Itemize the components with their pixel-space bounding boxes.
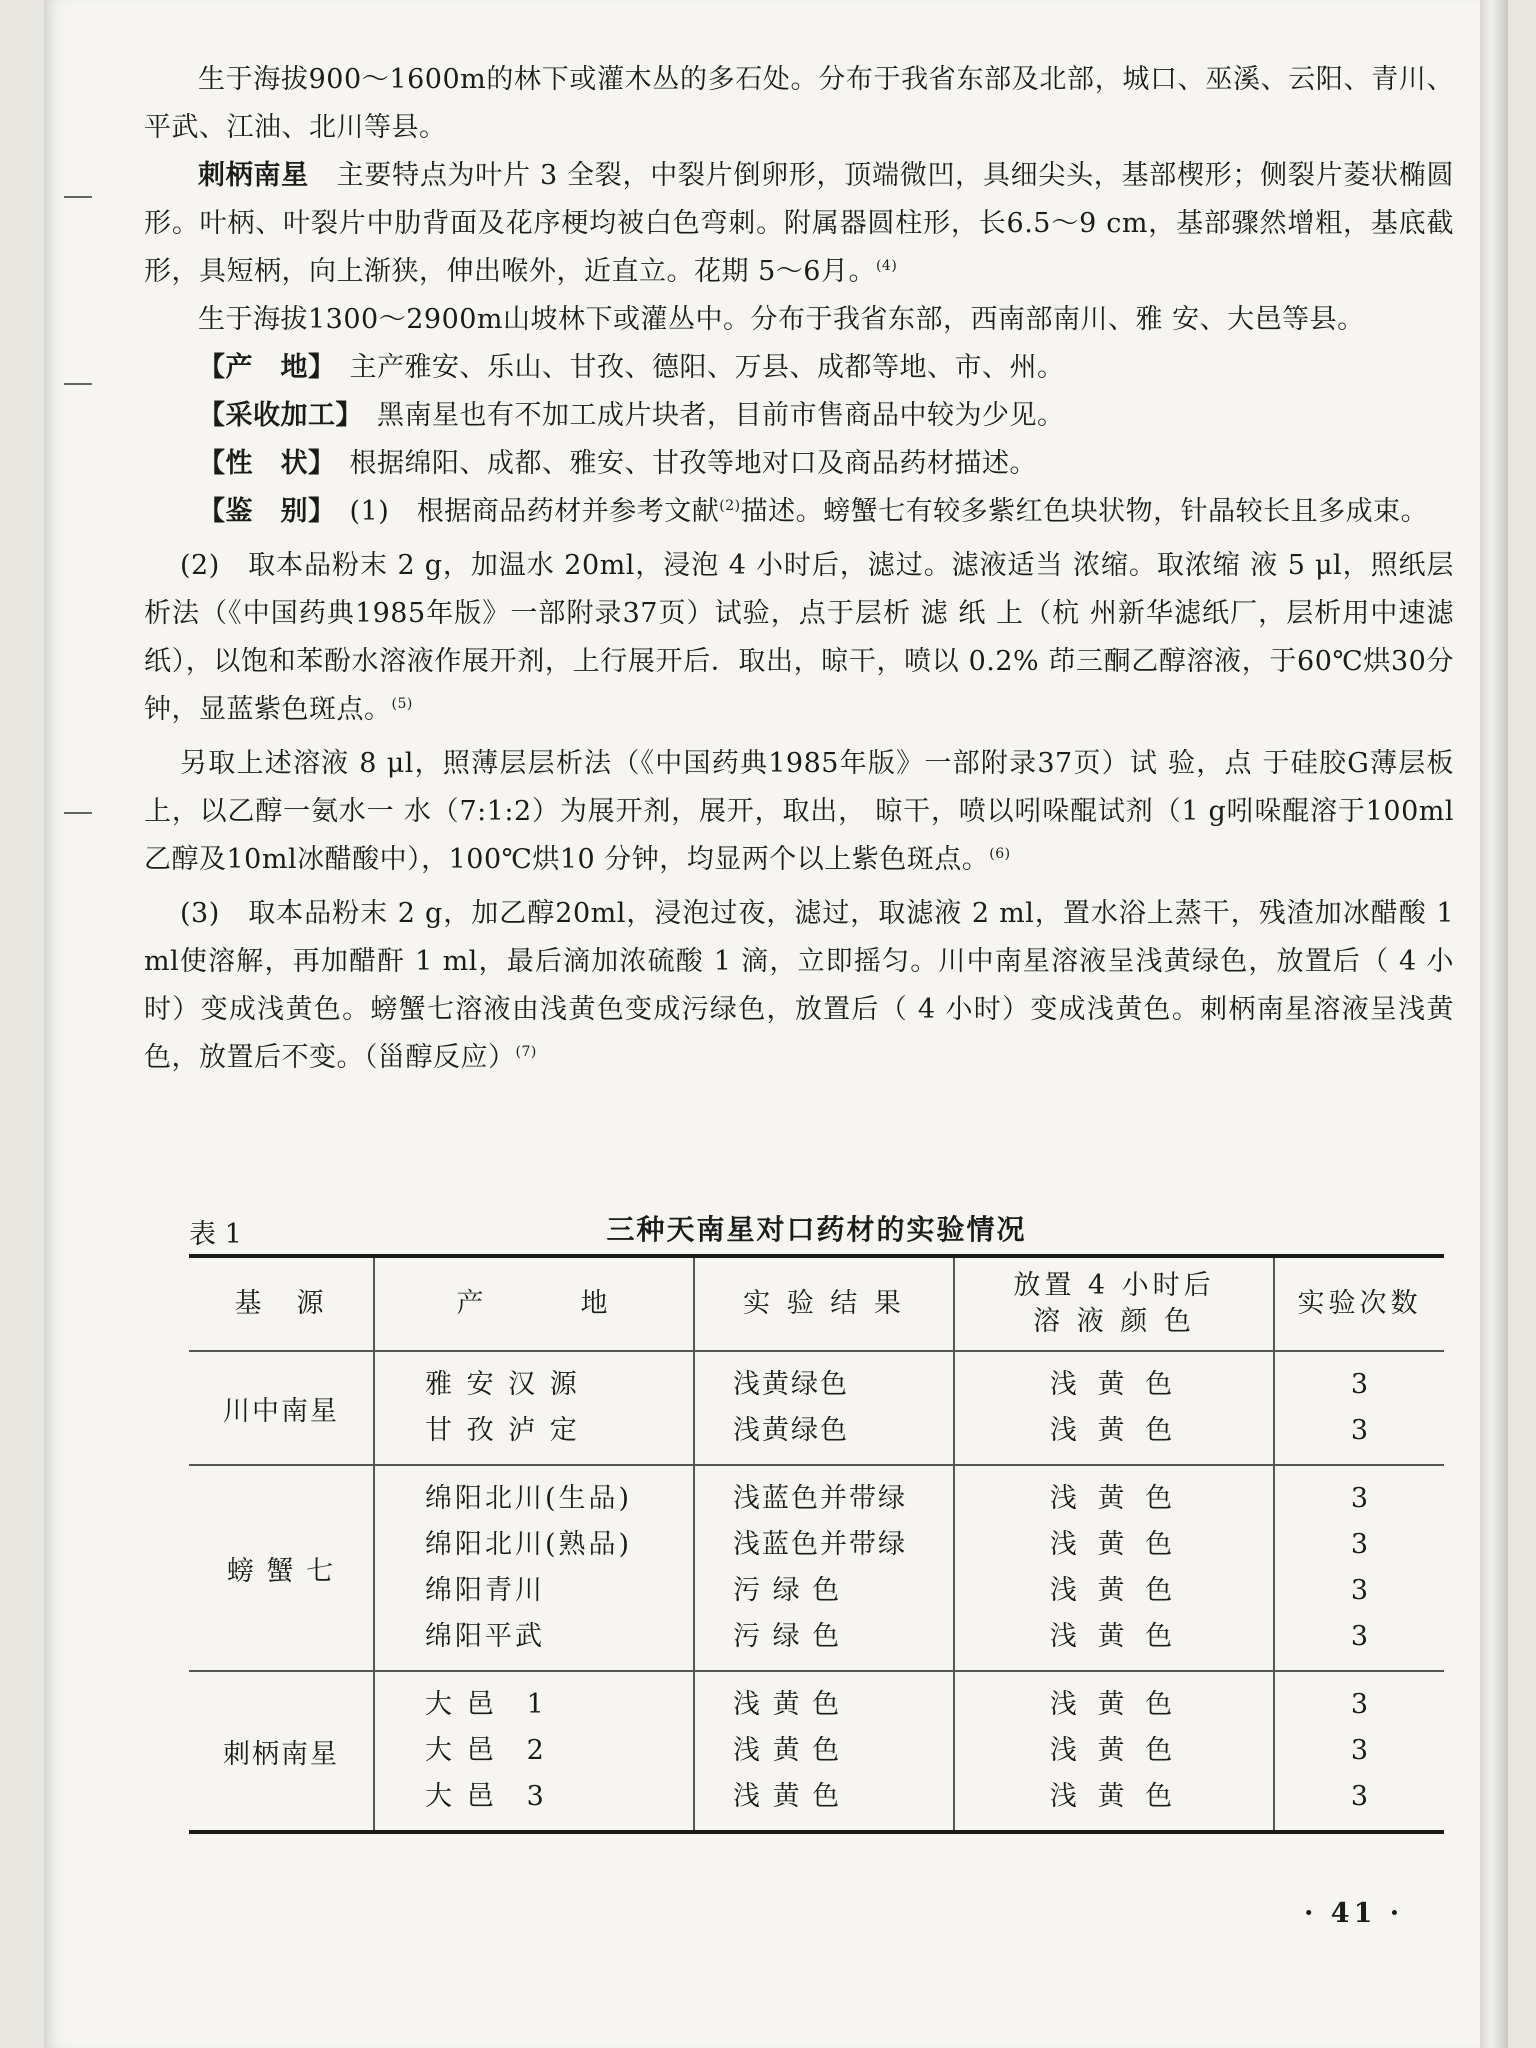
paragraph — [144, 890, 1454, 1082]
paragraph — [144, 740, 1454, 884]
table-section — [189, 1198, 1444, 1834]
result-cell-line: 污 绿 色 — [733, 1621, 842, 1652]
count-cell-line: 3 — [1350, 1483, 1369, 1514]
section-text: 主产雅安、乐山、甘孜、德阳、万县、成都等地、市、州。 — [349, 352, 1065, 383]
color-cell-line: 浅 黄 色 — [1049, 1369, 1179, 1400]
section-text: (1) 根据商品药材并参考文献 — [349, 496, 720, 527]
paragraph-text: 另取上述溶液 8 μl，照薄层层析法（《中国药典1985年版》一部附录37页）试 验，点 于硅胶G薄层板上，以乙醇一氨水一 水（7:1:2）为展开剂，展开，取出， 晾干，喷以吲哚醌试剂（1 g吲哚醌溶于100ml乙醇及10ml冰醋酸中），100℃烘10 分钟，均显两个以上紫色斑点。 — [144, 748, 1454, 875]
results-table — [189, 1254, 1444, 1834]
binding-mark — [64, 383, 92, 385]
result-cell-line: 污 绿 色 — [733, 1575, 842, 1606]
section-origin — [144, 344, 1454, 392]
place-cell — [374, 1465, 694, 1671]
count-cell-line: 3 — [1350, 1415, 1369, 1446]
place-cell-line: 甘 孜 泸 定 — [425, 1415, 580, 1446]
table-label: 表 1 — [189, 1219, 242, 1250]
section-text: 描述。螃蟹七有较多紫红色块状物，针晶较长且多成束。 — [740, 496, 1429, 527]
count-cell-line: 3 — [1350, 1735, 1369, 1766]
count-cell-line: 3 — [1350, 1529, 1369, 1560]
section-processing — [144, 392, 1454, 440]
page-number: · 41 · — [1304, 1898, 1404, 1929]
section-heading: 【采收加工】 — [198, 400, 350, 431]
color-cell — [954, 1671, 1274, 1832]
section-heading: 【性 状】 — [198, 448, 322, 479]
table-header-row — [189, 1256, 1444, 1351]
result-cell-line: 浅 黄 色 — [733, 1781, 842, 1812]
color-cell-line: 浅 黄 色 — [1049, 1689, 1179, 1720]
table-caption — [189, 1198, 1444, 1254]
section-heading: 【产 地】 — [198, 352, 322, 383]
table-title: 三种天南星对口药材的实验情况 — [606, 1213, 1027, 1246]
header-color-line: 放置 4 小时后 — [1013, 1270, 1215, 1301]
header-count: 实验次数 — [1274, 1256, 1444, 1351]
header-color — [954, 1256, 1274, 1351]
result-cell-line: 浅 黄 色 — [733, 1689, 842, 1720]
result-cell-line: 浅黄绿色 — [733, 1369, 849, 1400]
color-cell-line: 浅 黄 色 — [1049, 1735, 1179, 1766]
place-cell-line: 绵阳北川(熟品) — [425, 1529, 633, 1560]
paragraph — [144, 152, 1454, 296]
place-cell-line: 绵阳北川(生品) — [425, 1483, 633, 1514]
count-cell-line: 3 — [1350, 1369, 1369, 1400]
section-identification — [144, 488, 1454, 536]
header-color-line: 溶 液 颜 色 — [1033, 1306, 1195, 1337]
paragraph: 生于海拔1300～2900m山坡林下或灌丛中。分布于我省东部，西南部南川、雅 安、大邑等县。 — [198, 304, 1365, 335]
table-row-group — [189, 1671, 1444, 1832]
table-row-group — [189, 1465, 1444, 1671]
count-cell-line: 3 — [1350, 1781, 1369, 1812]
result-cell — [694, 1671, 954, 1832]
header-place: 产 地 — [374, 1256, 694, 1351]
count-cell — [1274, 1671, 1444, 1832]
place-cell-line: 绵阳平武 — [425, 1621, 545, 1652]
color-cell-line: 浅 黄 色 — [1049, 1483, 1179, 1514]
color-cell — [954, 1351, 1274, 1465]
binding-mark — [64, 196, 92, 198]
count-cell-line: 3 — [1350, 1621, 1369, 1652]
page — [44, 0, 1508, 2048]
color-cell-line: 浅 黄 色 — [1049, 1621, 1179, 1652]
result-cell-line: 浅 黄 色 — [733, 1735, 842, 1766]
paragraph — [144, 542, 1454, 734]
paragraph-text: (2) 取本品粉末 2 g，加温水 20ml，浸泡 4 小时后，滤过。滤液适当 浓缩。取浓缩 液 5 μl，照纸层析法（《中国药典1985年版》一部附录37页）试验，点于层析 滤 纸 上（杭 州新华滤纸厂，层析用中速滤纸），以饱和苯酚水溶液作展开剂，上行展开后．取出，晾干，喷以 0.2% 茚三酮乙醇溶液，于60℃烘30分钟，显蓝紫色斑点。 — [144, 550, 1454, 725]
source-cell: 刺柄南星 — [189, 1671, 374, 1832]
citation: (2) — [719, 498, 741, 514]
place-cell — [374, 1351, 694, 1465]
section-heading: 【鉴 别】 — [198, 496, 322, 527]
place-cell-line: 雅 安 汉 源 — [425, 1369, 580, 1400]
citation: (4) — [875, 258, 898, 274]
result-cell-line: 浅黄绿色 — [733, 1415, 849, 1446]
place-cell-line: 大 邑 2 — [425, 1735, 547, 1766]
color-cell-line: 浅 黄 色 — [1049, 1781, 1179, 1812]
citation: (5) — [391, 696, 413, 712]
header-result: 实 验 结 果 — [694, 1256, 954, 1351]
count-cell-line: 3 — [1350, 1689, 1369, 1720]
paragraph: 生于海拔900～1600m的林下或灌木丛的多石处。分布于我省东部及北部，城口、巫溪、云阳、青川、平武、江油、北川等县。 — [144, 64, 1454, 143]
section-properties — [144, 440, 1454, 488]
species-term: 刺柄南星 — [198, 160, 309, 191]
result-cell — [694, 1465, 954, 1671]
color-cell — [954, 1465, 1274, 1671]
section-text: 黑南星也有不加工成片块者，目前市售商品中较为少见。 — [377, 400, 1065, 431]
source-cell: 螃 蟹 七 — [189, 1465, 374, 1671]
citation: (6) — [989, 846, 1011, 862]
citation: (7) — [515, 1044, 537, 1060]
count-cell-line: 3 — [1350, 1575, 1369, 1606]
binding-mark — [64, 812, 92, 814]
result-cell-line: 浅蓝色并带绿 — [733, 1483, 907, 1514]
header-source: 基 源 — [189, 1256, 374, 1351]
place-cell-line: 大 邑 3 — [425, 1781, 547, 1812]
paragraph-text: 主要特点为叶片 3 全裂，中裂片倒卵形，顶端微凹，具细尖头，基部楔形；侧裂片菱状椭圆形。叶柄、叶裂片中肋背面及花序梗均被白色弯刺。附属器圆柱形，长6.5～9 cm，基部骤然增粗，基底截形，具短柄，向上渐狭，伸出喉外，近直立。花期 5～6月。 — [144, 160, 1455, 287]
place-cell — [374, 1671, 694, 1832]
body-text — [144, 56, 1454, 1082]
color-cell-line: 浅 黄 色 — [1049, 1415, 1179, 1446]
place-cell-line: 大 邑 1 — [425, 1689, 547, 1720]
color-cell-line: 浅 黄 色 — [1049, 1575, 1179, 1606]
page-edge — [1480, 0, 1508, 2048]
result-cell — [694, 1351, 954, 1465]
result-cell-line: 浅蓝色并带绿 — [733, 1529, 907, 1560]
paragraph-text: (3) 取本品粉末 2 g，加乙醇20ml，浸泡过夜，滤过，取滤液 2 ml，置水浴上蒸干，残渣加冰醋酸 1 ml使溶解，再加醋酐 1 ml，最后滴加浓硫酸 1 滴，立即摇匀。川中南星溶液呈浅黄绿色，放置后（ 4 小时）变成浅黄色。螃蟹七溶液由浅黄色变成污绿色，放置后（ 4 小时）变成浅黄色。刺柄南星溶液呈浅黄色，放置后不变。（甾醇反应） — [144, 898, 1454, 1073]
color-cell-line: 浅 黄 色 — [1049, 1529, 1179, 1560]
section-text: 根据绵阳、成都、雅安、甘孜等地对口及商品药材描述。 — [349, 448, 1037, 479]
source-cell: 川中南星 — [189, 1351, 374, 1465]
count-cell — [1274, 1465, 1444, 1671]
place-cell-line: 绵阳青川 — [425, 1575, 545, 1606]
count-cell — [1274, 1351, 1444, 1465]
table-row-group — [189, 1351, 1444, 1465]
